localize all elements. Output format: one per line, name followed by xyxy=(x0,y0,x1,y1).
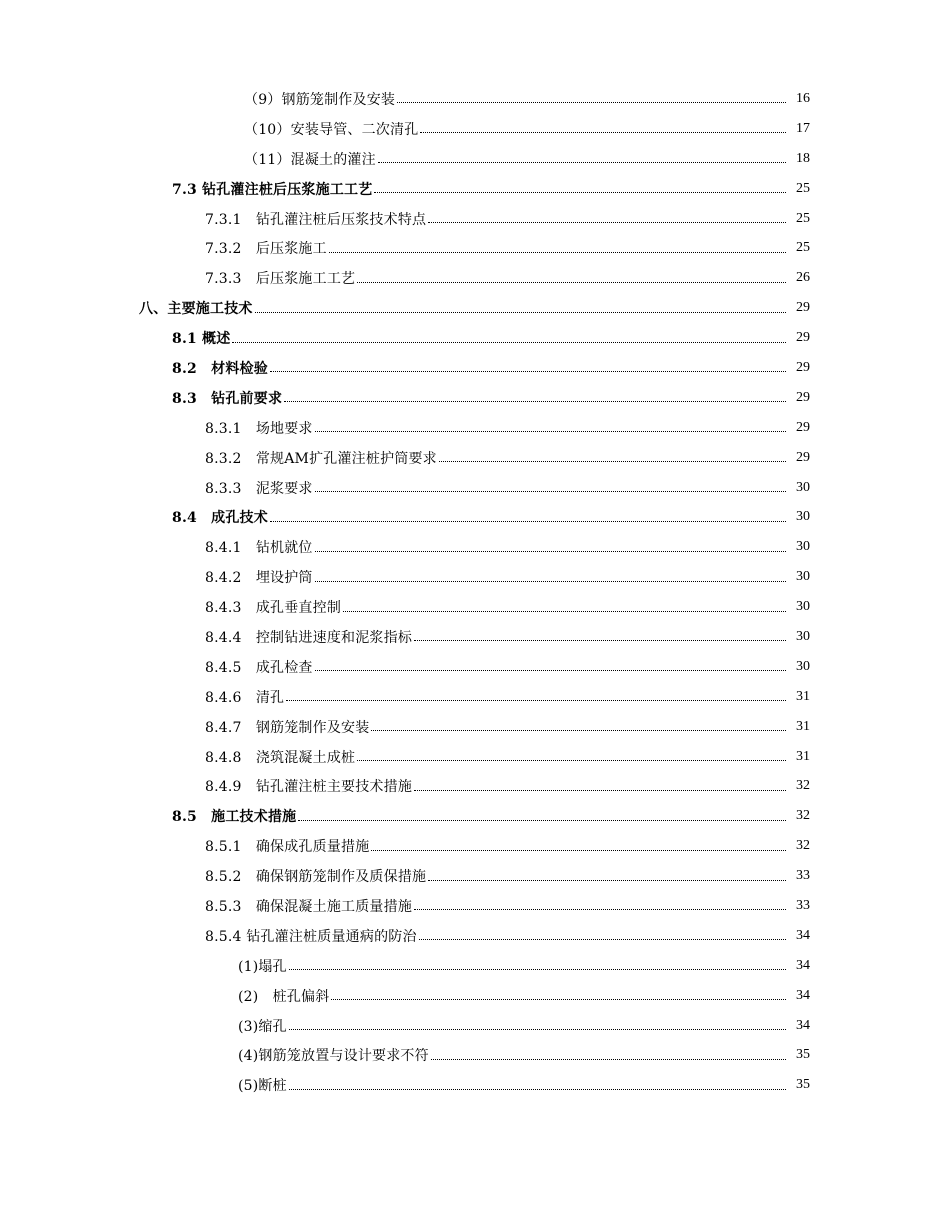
toc-entry-label: 8.4.6 清孔 xyxy=(205,689,285,706)
toc-entry-label: 8.4.2 埋设护筒 xyxy=(205,570,313,587)
dot-leader xyxy=(439,447,786,462)
toc-entry-label: 7.3.2 后压浆施工 xyxy=(205,241,327,258)
toc-entry[interactable] xyxy=(0,742,950,772)
toc-entry[interactable] xyxy=(0,562,950,592)
toc-entry-label: 7.3.3 后压浆施工工艺 xyxy=(205,271,356,288)
toc-entry[interactable] xyxy=(0,981,950,1011)
toc-entry-label: 8.3.3 泥浆要求 xyxy=(205,480,313,497)
dot-leader xyxy=(428,208,786,223)
toc-entry-label: 7.3 钻孔灌注桩后压浆施工工艺 xyxy=(172,181,373,198)
toc-entry-page: 32 xyxy=(796,838,810,854)
dot-leader xyxy=(428,866,786,881)
toc-entry-label: 8.5.4 钻孔灌注桩质量通病的防治 xyxy=(205,928,417,945)
toc-entry-label: 8.3.1 场地要求 xyxy=(205,420,313,437)
toc-entry-label: 8.4.5 成孔检查 xyxy=(205,659,313,676)
toc-entry-label: 8.4.9 钻孔灌注桩主要技术措施 xyxy=(205,779,413,796)
toc-entry-page: 35 xyxy=(796,1047,810,1063)
dot-leader xyxy=(315,477,786,492)
dot-leader xyxy=(298,806,786,821)
toc-entry-label: (3)缩孔 xyxy=(238,1018,287,1035)
toc-entry-page: 25 xyxy=(796,210,810,226)
toc-entry[interactable] xyxy=(0,861,950,891)
dot-leader xyxy=(289,1015,786,1030)
toc-entry-label: (4)钢筋笼放置与设计要求不符 xyxy=(238,1048,429,1065)
toc-entry-label: 8.4.7 钢筋笼制作及安装 xyxy=(205,719,370,736)
dot-leader xyxy=(270,507,786,522)
toc-entry-page: 29 xyxy=(796,449,810,465)
toc-entry-page: 29 xyxy=(796,359,810,375)
dot-leader xyxy=(371,716,786,731)
dot-leader xyxy=(315,567,786,582)
toc-entry-page: 17 xyxy=(796,120,810,136)
toc-entry-label: 7.3.1 钻孔灌注桩后压浆技术特点 xyxy=(205,211,427,228)
toc-entry[interactable] xyxy=(0,473,950,503)
toc-entry[interactable] xyxy=(0,84,950,114)
toc-entry-label: 8.4.8 浇筑混凝土成桩 xyxy=(205,749,356,766)
toc-entry[interactable] xyxy=(0,1070,950,1100)
toc-entry-page: 18 xyxy=(796,150,810,166)
dot-leader xyxy=(397,88,786,103)
toc-entry[interactable] xyxy=(0,443,950,473)
toc-entry[interactable] xyxy=(0,951,950,981)
toc-entry-page: 16 xyxy=(796,90,810,106)
toc-entry-label: 8.5 施工技术措施 xyxy=(172,809,297,826)
toc-entry-label: 8.4.4 控制钻进速度和泥浆指标 xyxy=(205,629,413,646)
dot-leader xyxy=(414,626,786,641)
toc-entry-page: 29 xyxy=(796,300,810,316)
toc-entry[interactable] xyxy=(0,413,950,443)
toc-entry-label: （10）安装导管、二次清孔 xyxy=(244,121,419,138)
dot-leader xyxy=(357,746,786,761)
toc-entry-label: 八、主要施工技术 xyxy=(139,301,253,318)
toc-entry-page: 31 xyxy=(796,718,810,734)
toc-entry[interactable] xyxy=(0,204,950,234)
toc-entry[interactable] xyxy=(0,771,950,801)
toc-entry-page: 30 xyxy=(796,569,810,585)
toc-entry[interactable] xyxy=(0,293,950,323)
toc-entry-label: 8.1 概述 xyxy=(172,331,231,348)
dot-leader xyxy=(378,148,786,163)
toc-entry-page: 33 xyxy=(796,897,810,913)
dot-leader xyxy=(331,985,786,1000)
toc-entry-label: 8.3 钻孔前要求 xyxy=(172,390,283,407)
toc-entry-page: 25 xyxy=(796,240,810,256)
toc-entry-label: 8.5.1 确保成孔质量措施 xyxy=(205,839,370,856)
toc-entry[interactable] xyxy=(0,1011,950,1041)
toc-entry-page: 34 xyxy=(796,1017,810,1033)
toc-entry[interactable] xyxy=(0,353,950,383)
dot-leader xyxy=(329,238,786,253)
toc-entry[interactable] xyxy=(0,921,950,951)
toc-entry-page: 29 xyxy=(796,389,810,405)
toc-entry-page: 29 xyxy=(796,419,810,435)
toc-entry[interactable] xyxy=(0,532,950,562)
dot-leader xyxy=(315,537,786,552)
toc-entry[interactable] xyxy=(0,263,950,293)
dot-leader xyxy=(255,298,786,313)
toc-entry-label: 8.2 材料检验 xyxy=(172,360,268,377)
toc-entry-label: (5)断桩 xyxy=(238,1078,287,1095)
toc-entry-label: 8.4.3 成孔垂直控制 xyxy=(205,600,342,617)
toc-entry-page: 30 xyxy=(796,658,810,674)
toc-entry-page: 30 xyxy=(796,599,810,615)
dot-leader xyxy=(315,417,786,432)
toc-entry[interactable] xyxy=(0,323,950,353)
dot-leader xyxy=(284,387,786,402)
toc-entry[interactable] xyxy=(0,801,950,831)
dot-leader xyxy=(270,357,786,372)
dot-leader xyxy=(414,776,786,791)
table-of-contents xyxy=(0,84,950,1100)
dot-leader xyxy=(289,955,786,970)
dot-leader xyxy=(371,836,786,851)
toc-entry[interactable] xyxy=(0,712,950,742)
toc-entry-page: 30 xyxy=(796,539,810,555)
dot-leader xyxy=(357,268,786,283)
toc-entry-label: 8.5.3 确保混凝土施工质量措施 xyxy=(205,898,413,915)
toc-entry[interactable] xyxy=(0,114,950,144)
toc-entry-page: 30 xyxy=(796,509,810,525)
dot-leader xyxy=(420,118,786,133)
toc-entry-page: 33 xyxy=(796,868,810,884)
toc-entry-page: 25 xyxy=(796,180,810,196)
toc-entry-page: 32 xyxy=(796,808,810,824)
toc-entry[interactable] xyxy=(0,383,950,413)
toc-entry[interactable] xyxy=(0,831,950,861)
toc-entry-page: 30 xyxy=(796,628,810,644)
toc-entry-page: 30 xyxy=(796,479,810,495)
dot-leader xyxy=(315,656,786,671)
toc-entry[interactable] xyxy=(0,592,950,622)
toc-entry-page: 31 xyxy=(796,688,810,704)
toc-entry-label: 8.4.1 钻机就位 xyxy=(205,540,313,557)
dot-leader xyxy=(289,1075,786,1090)
toc-entry-label: （11）混凝土的灌注 xyxy=(244,151,376,168)
dot-leader xyxy=(286,686,786,701)
toc-entry[interactable] xyxy=(0,144,950,174)
toc-entry-page: 26 xyxy=(796,270,810,286)
dot-leader xyxy=(419,925,786,940)
toc-entry-label: （9）钢筋笼制作及安装 xyxy=(244,91,396,108)
toc-entry[interactable] xyxy=(0,622,950,652)
toc-entry-page: 32 xyxy=(796,778,810,794)
toc-entry[interactable] xyxy=(0,502,950,532)
toc-entry-label: 8.3.2 常规AM扩孔灌注桩护筒要求 xyxy=(205,450,437,467)
toc-entry[interactable] xyxy=(0,682,950,712)
toc-entry-label: (1)塌孔 xyxy=(238,958,287,975)
toc-entry[interactable] xyxy=(0,174,950,204)
dot-leader xyxy=(232,328,786,343)
toc-entry-page: 34 xyxy=(796,957,810,973)
toc-entry-label: 8.5.2 确保钢筋笼制作及质保措施 xyxy=(205,869,427,886)
dot-leader xyxy=(431,1045,786,1060)
toc-entry-page: 34 xyxy=(796,987,810,1003)
toc-entry[interactable] xyxy=(0,891,950,921)
toc-entry-label: (2) 桩孔偏斜 xyxy=(238,988,330,1005)
dot-leader xyxy=(343,597,786,612)
toc-entry[interactable] xyxy=(0,1041,950,1071)
toc-entry-page: 35 xyxy=(796,1077,810,1093)
toc-entry[interactable] xyxy=(0,233,950,263)
dot-leader xyxy=(374,178,786,193)
toc-entry[interactable] xyxy=(0,652,950,682)
toc-entry-page: 31 xyxy=(796,748,810,764)
toc-entry-page: 29 xyxy=(796,330,810,346)
toc-entry-page: 34 xyxy=(796,927,810,943)
toc-entry-label: 8.4 成孔技术 xyxy=(172,510,268,527)
dot-leader xyxy=(414,895,786,910)
